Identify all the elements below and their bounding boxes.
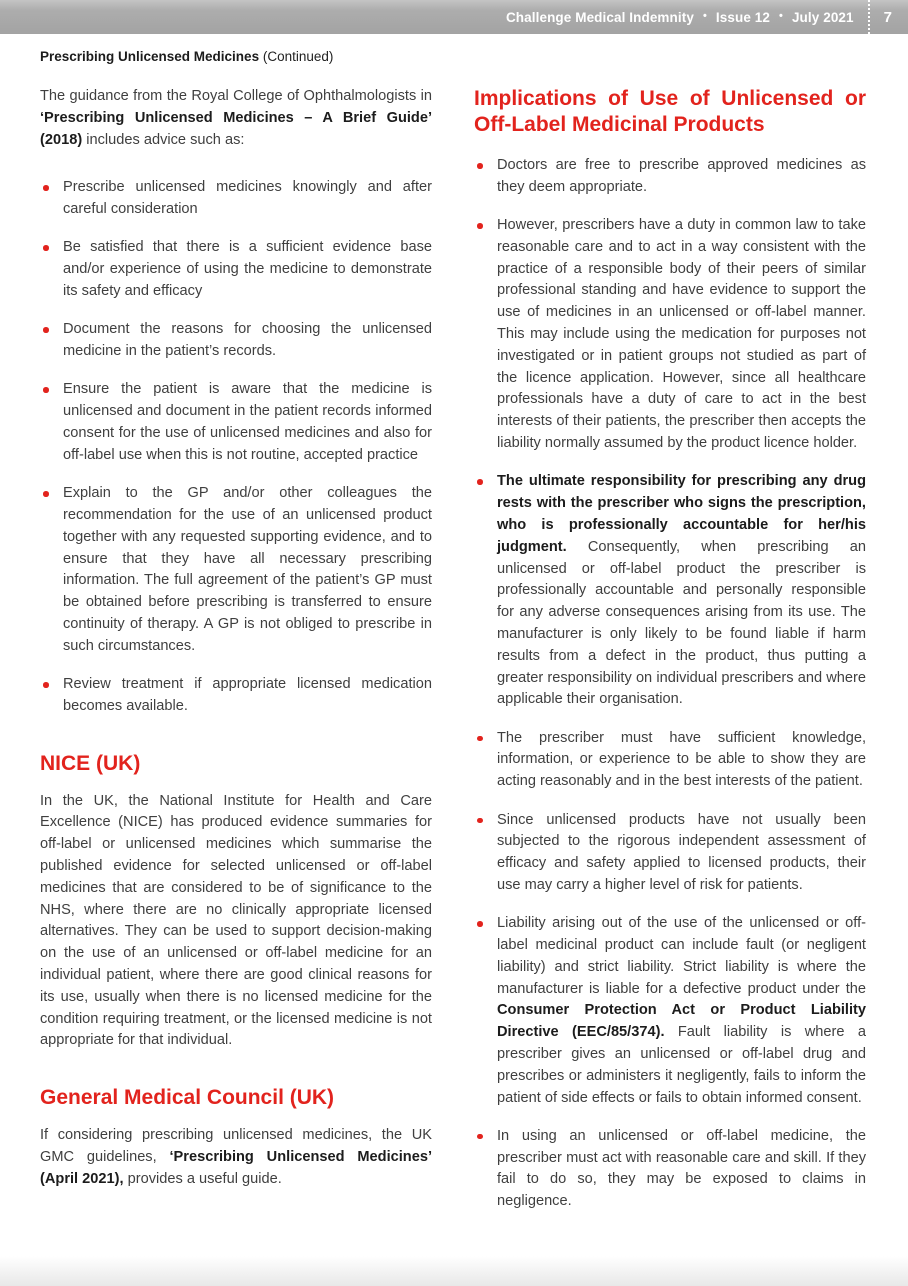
gmc-heading: General Medical Council (UK) [40,1086,335,1110]
page-number: 7 [883,8,892,26]
separator-dot: • [702,10,707,22]
list-item-text: In using an unlicensed or off-label medicine, the prescriber must act with reasonable care and skill. If they fail to do so, they may be exposed to claims in negligence. [497,1127,866,1210]
separator-dot: • [779,10,783,22]
list-item-text: Explain to the GP and/or other colleagues the recommendation for the use of an unlicensed product together with any requested supporting evidence, and to ensure that they have all necessary prescribing information. The full agreement of the patient’s GP must be obtained before prescribing is transferred to ensure continuity of therapy. A GP is not obliged to prescribe in such circumstances. [63,485,432,654]
bullet-icon [43,185,49,191]
nice-heading: NICE (UK) [40,751,141,775]
list-item [474,471,866,711]
continued-note [40,49,333,64]
implications-heading: Implications of Use of Unlicensed or Off-Label Medicinal Products [474,87,866,136]
date-label: July 2021 [791,9,854,25]
list-item [40,674,432,718]
right-column [474,86,866,1230]
bullet-icon [43,327,49,333]
list-item [474,215,866,455]
bullet-icon [477,479,483,485]
bullet-icon [477,736,483,742]
continued-title: Prescribing Unlicensed Medicines [40,49,260,64]
list-item-text: Liability arising out of the use of the unlicensed or off-label medicinal product can include fault (or negligent liability) and strict liability. Strict liability is where the manufacturer is liable for a defective product under the Consumer Protection Act or Product Liability Directive (EEC/85/374). Fault liability is where a prescriber gives an unlicensed or off-label drug and prescribes or administers it negligently, fails to inform the patient of side effects or fails to obtain informed consent. [497,915,866,1106]
bullet-icon [477,818,483,824]
list-item [40,177,432,221]
bullet-icon [477,921,483,927]
bullet-icon [43,387,49,393]
list-item [40,379,432,466]
list-item-text: Doctors are free to prescribe approved medicines as they deem appropriate. [497,157,866,195]
gmc-paragraph: If considering prescribing unlicensed medicines, the UK GMC guidelines, ‘Prescribing Unlicensed Medicines’ (April 2021), provides a useful guide. [40,1127,432,1187]
bullet-icon [43,682,49,688]
list-item-text: Ensure the patient is aware that the medicine is unlicensed and document in the patient records informed consent for the use of unlicensed medicines and also for off-label use when this is not routine, accepted practice [63,381,432,463]
left-column [40,86,432,1230]
list-item [40,319,432,363]
implications-list [474,155,866,1213]
bullet-icon [477,223,483,229]
bullet-icon [43,491,49,497]
header-text [506,0,854,34]
advice-list [40,177,432,717]
intro-paragraph: The guidance from the Royal College of Ophthalmologists in ‘Prescribing Unlicensed Medicines – A Brief Guide’ (2018) includes advice such as: [40,88,432,148]
list-item-text: Document the reasons for choosing the unlicensed medicine in the patient’s records. [63,321,432,360]
list-item [474,728,866,793]
list-item-text: The ultimate responsibility for prescribing any drug rests with the prescriber who signs the prescription, who is professionally accountable for her/his judgment. Consequently, when prescribing an unlicensed or off-label product the prescriber is professionally accountable and personally responsible for any adverse consequences arising from its use. The manufacturer is only likely to be found liable if harm results from a defect in the product, thus putting a greater responsibility on individual prescribers and where applicable their organisation. [497,473,866,708]
bullet-icon [43,245,49,251]
list-item [40,237,432,302]
list-item [474,1126,866,1213]
list-item-text: Be satisfied that there is a sufficient evidence base and/or experience of using the medicine to demonstrate its safety and efficacy [63,239,432,300]
list-item-text: Review treatment if appropriate licensed medication becomes available. [63,676,432,714]
list-item-text: The prescriber must have sufficient knowledge, information, or experience to be able to show they are acting reasonably and in the best interests of the patient. [497,729,866,790]
list-item-text: However, prescribers have a duty in common law to take reasonable care and to act in a way consistent with the practice of a responsible body of their peers of similar professional standing and have evidence to support the use of medicines in an unlicensed or off-label manner. This may include using the medication for purposes not investigated or in patient groups not studied as part of the licence application. However, since all healthcare professionals have a duty of care to act in the best interests of their patients, the prescriber then accepts the liability normally assumed by the product licence holder. [497,217,866,452]
list-item [40,483,432,657]
continued-suffix: (Continued) [262,49,334,64]
bullet-icon [477,163,483,169]
list-item [474,810,866,897]
publication-title: Challenge Medical Indemnity [505,9,694,25]
list-item [474,155,866,199]
list-item [474,913,866,1109]
header-bar [0,0,908,34]
nice-paragraph: In the UK, the National Institute for Health and Care Excellence (NICE) has produced evidence summaries for off-label or unlicensed medicines which summarise the published evidence for selected unlicensed or off-label medicines that are considered to be of significance to the NHS, where there are no clinically appropriate licensed alternatives. They can be used to support decision-making on the use of an unlicensed or off-label medicine for an individual patient, where there are good clinical reasons for its use, usually when there is no licensed medicine for the condition requiring treatment, or the licensed medicine is not appropriate for that individual. [40,792,432,1049]
bullet-icon [477,1134,483,1140]
list-item-text: Prescribe unlicensed medicines knowingly and after careful consideration [63,179,432,218]
page-bottom-shadow [0,1256,908,1286]
issue-label: Issue 12 [715,9,770,25]
two-column-layout [40,86,866,1230]
list-item-text: Since unlicensed products have not usually been subjected to the rigorous independent assessment of efficacy and safety applied to licensed products, their use may carry a higher level of risk for patients. [497,811,866,893]
